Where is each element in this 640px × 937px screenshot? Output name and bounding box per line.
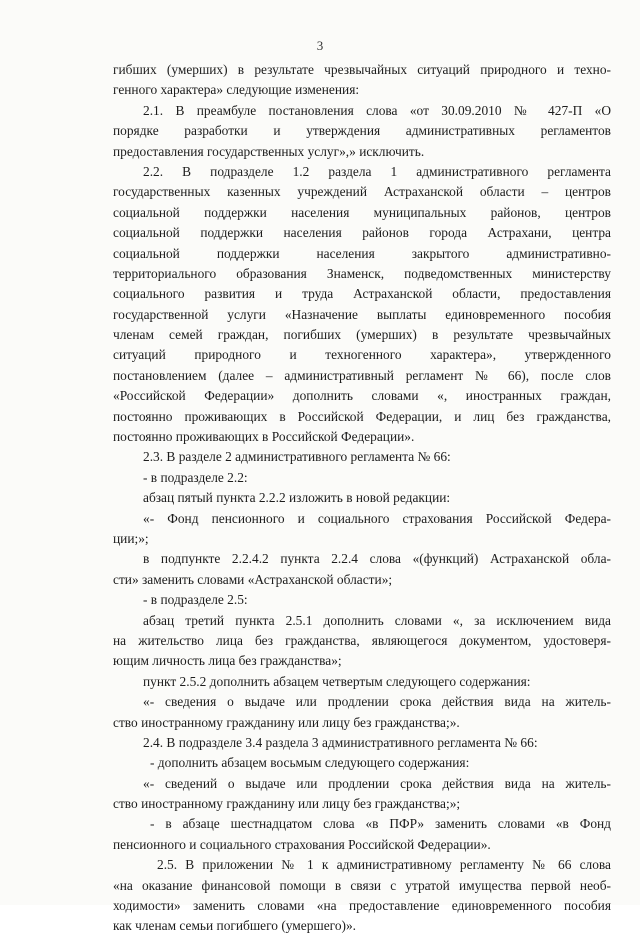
text-line: генного характера» следующие изменения:: [113, 82, 360, 98]
text-line: 2.4. В подразделе 3.4 раздела 3 административного регламента № 66:: [143, 734, 538, 750]
text-line: территориального образования Знаменск, подведомственных министерству: [113, 265, 611, 281]
text-line: - дополнить абзацем восьмым следующего содержания:: [150, 755, 470, 771]
text-line: постановлением (далее – административный регламент № 66), после слов: [113, 367, 611, 383]
text-line: - в подразделе 2.5:: [143, 592, 248, 608]
text-line: ство иностранному гражданину или лицу без гражданства;».: [113, 714, 460, 730]
text-line: абзац пятый пункта 2.2.2 изложить в новой редакции:: [143, 490, 451, 506]
text-line: пункт 2.5.2 дополнить абзацем четвертым следующего содержания:: [143, 673, 531, 689]
document-body: [113, 60, 611, 937]
text-line: социального развития и труда Астраханской области, предоставления: [113, 286, 611, 302]
text-line: 2.3. В разделе 2 административного регламента № 66:: [143, 449, 451, 465]
text-line: социальной поддержки населения районов города Астрахани, центра: [113, 225, 611, 241]
text-line: предоставления государственных услуг»,» исключить.: [113, 143, 425, 159]
text-line: «Российской Федерации» дополнить словами «, иностранных граждан,: [113, 388, 611, 404]
text-line: 2.1. В преамбуле постановления слова «от 30.09.2010 № 427-П «О: [143, 102, 611, 118]
text-line: членам семей граждан, погибших (умерших) в результате чрезвычайных: [113, 327, 611, 343]
text-line: гибших (умерших) в результате чрезвычайных ситуаций природного и техно-: [113, 62, 611, 77]
text-line: как членам семьи погибшего (умершего)».: [113, 918, 357, 934]
text-line: 2.2. В подразделе 1.2 раздела 1 административного регламента: [143, 163, 611, 179]
text-line: пенсионного и социального страхования Российской Федерации».: [113, 836, 491, 852]
text-line: в подпункте 2.2.4.2 пункта 2.2.4 слова «(функций) Астраханской обла-: [143, 551, 611, 567]
text-line: постоянно проживающих в Российской Федерации».: [113, 429, 415, 445]
text-line: ющим личность лица без гражданства»;: [113, 653, 342, 669]
text-line: ции;»;: [113, 530, 149, 546]
text-line: ство иностранному гражданину или лицу без гражданства;»;: [113, 796, 461, 812]
text-line: государственной услуги «Назначение выплаты единовременного пособия: [113, 306, 611, 322]
text-line: социальной поддержки населения муниципальных районов, центров: [113, 204, 611, 220]
text-line: ситуаций природного и техногенного характера», утвержденного: [113, 347, 611, 363]
text-line: «на оказание финансовой помощи в связи с утратой имущества первой необ-: [113, 877, 611, 893]
page-number: 3: [316, 38, 324, 53]
text-line: сти» заменить словами «Астраханской области»;: [113, 571, 393, 587]
text-line: социальной поддержки населения закрытого административно-: [113, 245, 611, 261]
text-line: абзац третий пункта 2.5.1 дополнить словами «, за исключением вида: [143, 612, 611, 628]
text-line: ходимости» заменить словами «на предоставление единовременного пособия: [113, 898, 611, 914]
text-line: - в подразделе 2.2:: [143, 469, 248, 485]
text-line: постоянно проживающих в Российской Федерации, и лиц без гражданства,: [113, 408, 611, 424]
text-line: государственных казенных учреждений Астраханской области – центров: [113, 184, 611, 200]
text-line: - в абзаце шестнадцатом слова «в ПФР» заменить словами «в Фонд: [150, 816, 611, 832]
text-line: «- Фонд пенсионного и социального страхования Российской Федера-: [143, 510, 611, 526]
text-line: на жительство лица без гражданства, являющегося документом, удостоверя-: [113, 632, 611, 648]
text-line: порядке разработки и утверждения административных регламентов: [113, 123, 611, 139]
text-line: «- сведения о выдаче или продлении срока действия вида на житель-: [143, 694, 611, 710]
text-line: «- сведений о выдаче или продлении срока действия вида на житель-: [143, 775, 611, 791]
text-line: 2.5. В приложении № 1 к административному регламенту № 66 слова: [157, 857, 611, 873]
